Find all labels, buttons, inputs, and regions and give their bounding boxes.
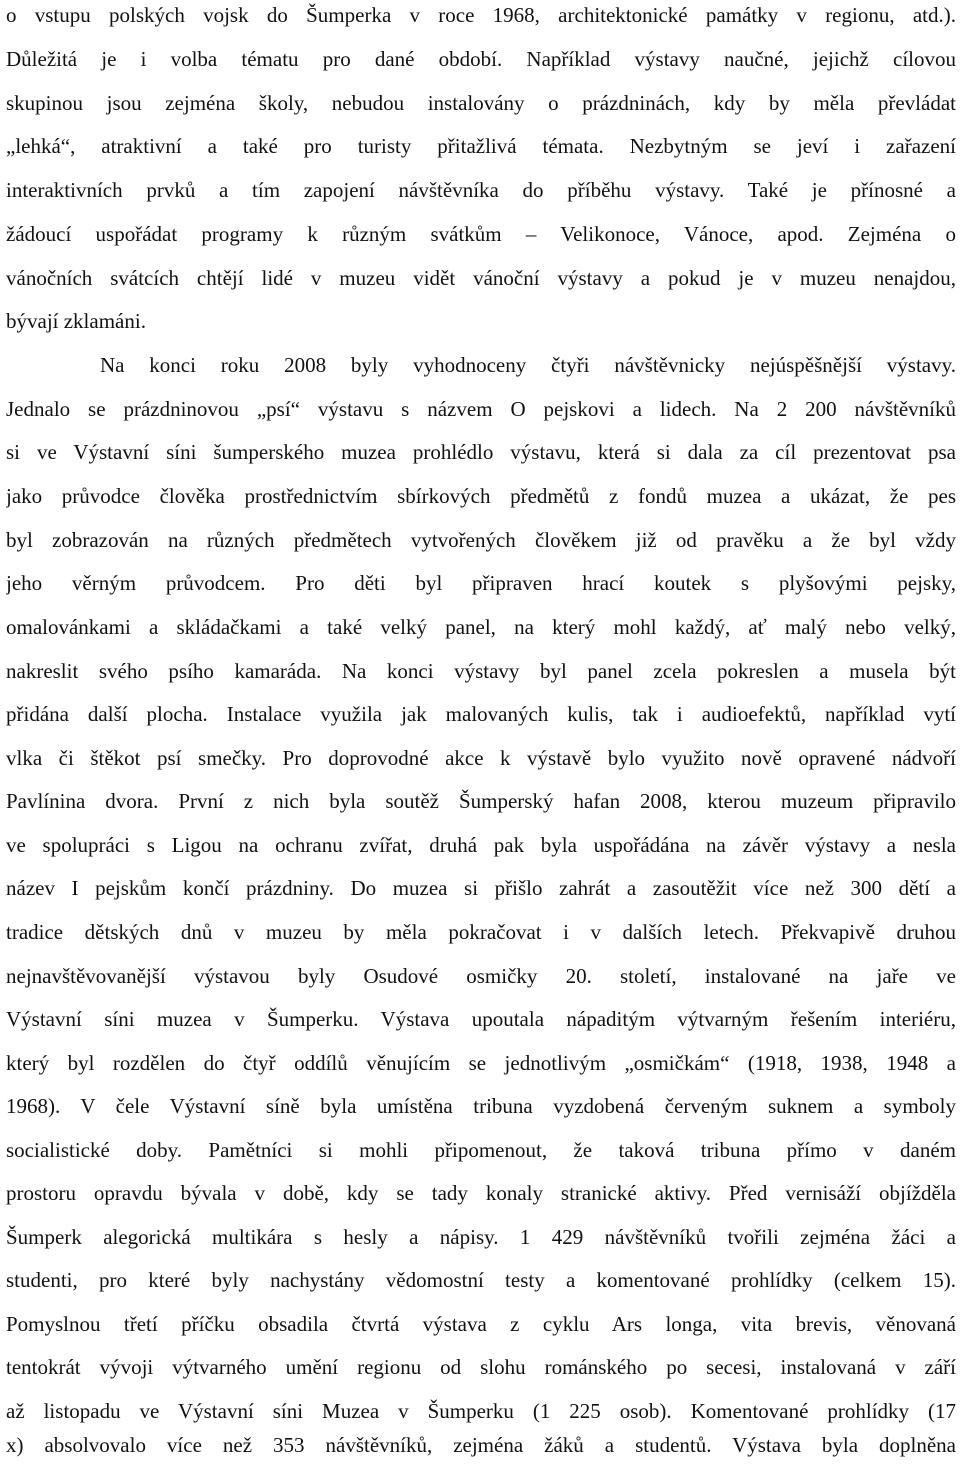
text-line: ve spolupráci s Ligou na ochranu zvířat, druhá pak byla uspořádána na závěr výstavy a nesla [6,833,956,857]
text-line: byl zobrazován na různých předmětech vytvořených člověkem již od pravěku a že byl vždy [6,528,956,552]
text-line: jeho věrným průvodcem. Pro děti byl připraven hrací koutek s plyšovými pejsky, [6,571,956,595]
text-line: přidána další plocha. Instalace využila jak malovaných kulis, tak i audioefektů, například vytí [6,702,956,726]
text-line: Šumperk alegorická multikára s hesly a nápisy. 1 429 návštěvníků tvořili zejména žáci a [6,1225,956,1249]
text-line: Důležitá je i volba tématu pro dané období. Například výstavy naučné, jejichž cílovou [6,47,956,71]
text-line: nakreslit svého psího kamaráda. Na konci výstavy byl panel zcela pokreslen a musela být [6,659,956,683]
text-line: Jednalo se prázdninovou „psí“ výstavu s názvem O pejskovi a lidech. Na 2 200 návštěvníků [6,397,956,421]
text-line: x) absolvovalo více než 353 návštěvníků, zejména žáků a studentů. Výstava byla doplněna [6,1433,956,1457]
text-line: bývají zklamáni. [6,309,146,333]
text-line: prostoru opravdu bývala v době, kdy se tady konaly stranické aktivy. Před vernisáží objížděla [6,1181,956,1205]
text-line: žádoucí uspořádat programy k různým svátkům – Velikonoce, Vánoce, apod. Zejména o [6,222,956,246]
text-line: interaktivních prvků a tím zapojení návštěvníka do příběhu výstavy. Také je přínosné a [6,178,956,202]
text-line: Na konci roku 2008 byly vyhodnoceny čtyři návštěvnicky nejúspěšnější výstavy. [100,353,956,377]
text-line: název I pejskům končí prázdniny. Do muzea si přišlo zahrát a zasoutěžit více než 300 dětí a [6,876,956,900]
text-line: jako průvodce člověka prostřednictvím sbírkových předmětů z fondů muzea a ukázat, že pes [6,484,956,508]
text-line: Výstavní síni muzea v Šumperku. Výstava upoutala nápaditým výtvarným řešením interiéru, [6,1007,956,1031]
text-line: tradice dětských dnů v muzeu by měla pokračovat i v dalších letech. Překvapivě druhou [6,920,956,944]
text-line: který byl rozdělen do čtyř oddílů věnujícím se jednotlivým „osmičkám“ (1918, 1938, 1948 a [6,1051,956,1075]
text-line: vánočních svátcích chtějí lidé v muzeu vidět vánoční výstavy a pokud je v muzeu nenajdou, [6,266,956,290]
text-line: až listopadu ve Výstavní síni Muzea v Šumperku (1 225 osob). Komentované prohlídky (17 [6,1399,956,1423]
document-page [6,0,956,1464]
text-line: tentokrát vývoji výtvarného umění regionu od slohu románského po secesi, instalovaná v září [6,1355,956,1379]
text-line: nejnavštěvovanější výstavou byly Osudové osmičky 20. století, instalované na jaře ve [6,964,956,988]
text-line: skupinou jsou zejména školy, nebudou instalovány o prázdninách, kdy by měla převládat [6,91,956,115]
text-line: Pavlínina dvora. První z nich byla soutěž Šumperský hafan 2008, kterou muzeum připravilo [6,789,956,813]
text-line: o vstupu polských vojsk do Šumperka v roce 1968, architektonické památky v regionu, atd.). [6,3,956,27]
text-line: omalovánkami a skládačkami a také velký panel, na který mohl každý, ať malý nebo velký, [6,615,956,639]
text-line: vlka či štěkot psí smečky. Pro doprovodné akce k výstavě bylo využito nově opravené nádvoří [6,746,956,770]
text-line: Pomyslnou třetí příčku obsadila čtvrtá výstava z cyklu Ars longa, vita brevis, věnovaná [6,1312,956,1336]
text-line: si ve Výstavní síni šumperského muzea prohlédlo výstavu, která si dala za cíl prezentovat psa [6,440,956,464]
text-line: studenti, pro které byly nachystány vědomostní testy a komentované prohlídky (celkem 15). [6,1268,956,1292]
text-line: 1968). V čele Výstavní síně byla umístěna tribuna vyzdobená červeným suknem a symboly [6,1094,956,1118]
text-line: socialistické doby. Pamětníci si mohli připomenout, že taková tribuna přímo v daném [6,1138,956,1162]
text-line: „lehká“, atraktivní a také pro turisty přitažlivá témata. Nezbytným se jeví i zařazení [6,134,956,158]
